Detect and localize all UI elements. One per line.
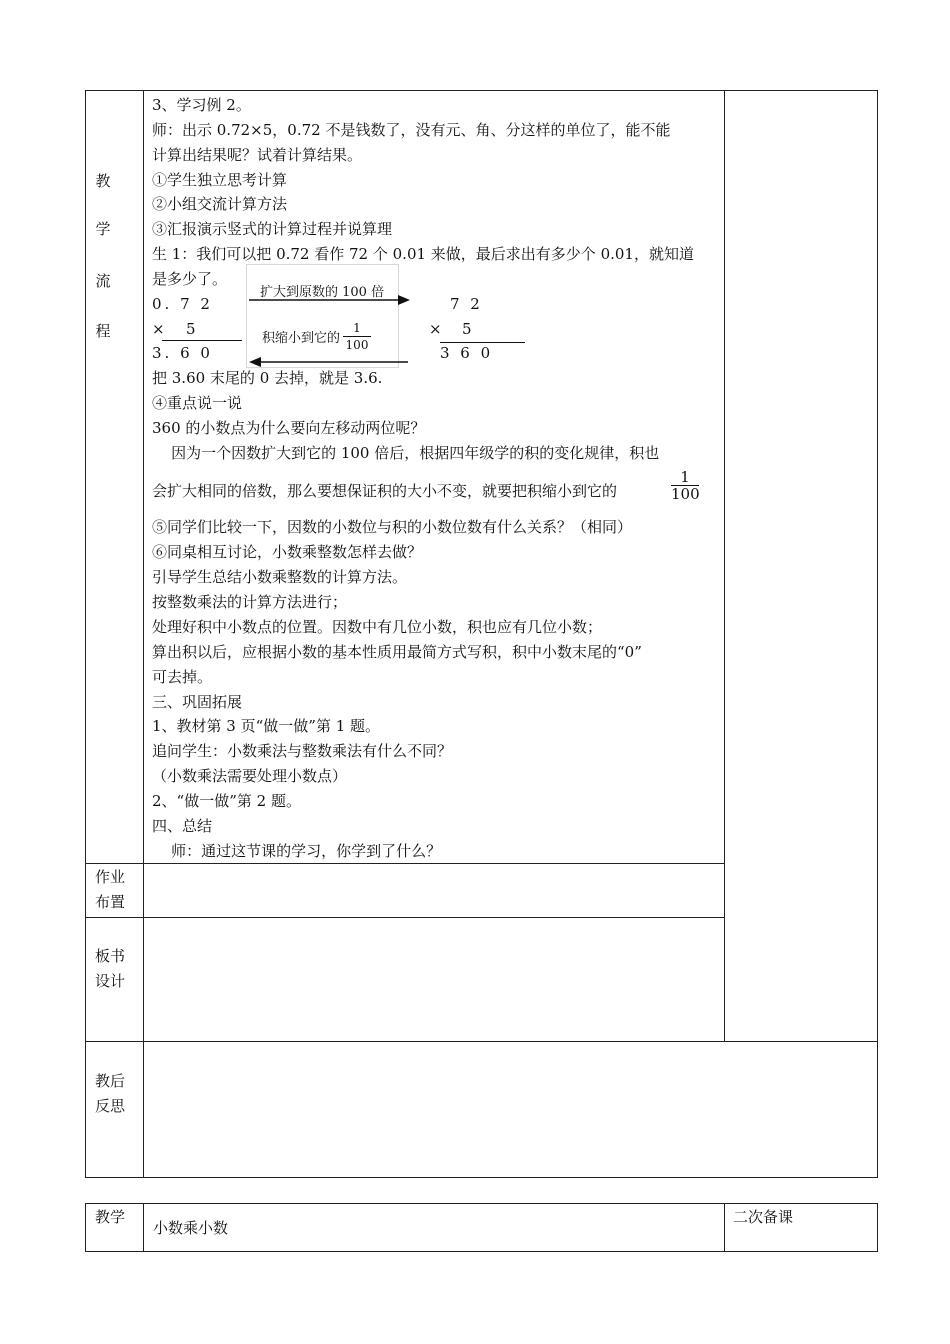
content-line: 按整数乘法的计算方法进行； [152,593,348,611]
content-line: 师：出示 0.72×5，0.72 不是钱数了，没有元、角、分这样的单位了，能不能 [152,121,671,139]
arrow-top-label: 扩大到原数的 100 倍 [260,285,385,300]
content-line: 是多少了。 [152,270,228,288]
process-label-4: 程 [95,322,111,340]
board-label-2: 设计 [95,972,126,990]
content-line: 四、总结 [152,817,213,835]
row-divider-reflection [85,1041,878,1042]
inline-frac-num: 1 [680,468,690,486]
content-line-fraction: 会扩大相同的倍数，那么要想保证积的大小不变，就要把积缩小到它的 [152,482,618,500]
content-line: 2、“做一做”第 2 题。 [152,792,301,810]
content-line: 因为一个因数扩大到它的 100 倍后，根据四年级学的积的变化规律，积也 [152,444,660,462]
content-line: ⑥同桌相互讨论，小数乘整数怎样去做？ [152,543,423,561]
calc-left-mult: 5 [186,320,196,338]
content-line: ④重点说一说 [152,394,243,412]
inline-fraction [671,470,699,501]
content-line: 计算出结果呢？试着计算结果。 [152,146,363,164]
row-divider-homework [85,863,725,864]
calc-left-op: × [152,320,165,338]
homework-label-1: 作业 [95,868,126,886]
next-label-divider [143,1203,144,1252]
calc-right-mult: 5 [462,320,472,338]
arrow-box [246,264,399,368]
calc-right-result: 3 6 0 [440,344,494,362]
arrow-right-icon [247,293,412,307]
second-prep-label: 二次备课 [733,1208,794,1226]
content-line: 把 3.60 末尾的 0 去掉，就是 3.6. [152,369,383,387]
next-lesson-label: 教学 [95,1208,126,1226]
content-line: 引导学生总结小数乘整数的计算方法。 [152,568,408,586]
process-label-2: 学 [95,220,111,238]
next-notes-divider [724,1203,725,1252]
arrow-frac-num: 1 [353,321,361,335]
content-line: 生 1：我们可以把 0.72 看作 72 个 0.01 来做，最后求出有多少个 0.01，就知道 [152,245,694,263]
content-line: ⑤同学们比较一下，因数的小数位与积的小数位数有什么关系？（相同） [152,518,633,536]
content-line: 处理好积中小数点的位置。因数中有几位小数，积也应有几位小数； [152,618,603,636]
calc-left-result: 3. 6 0 [152,344,213,362]
content-line: 追问学生：小数乘法与整数乘法有什么不同？ [152,742,453,760]
calc-right-op: × [429,320,442,338]
inline-frac-den: 100 [671,485,700,503]
content-line: 360 的小数点为什么要向左移动两位呢？ [152,419,426,437]
content-line: 可去掉。 [152,668,213,686]
homework-label-2: 布置 [95,893,126,911]
content-line: 3、学习例 2。 [152,96,251,114]
calc-right-top: 7 2 [450,295,483,313]
reflection-label-2: 反思 [95,1097,126,1115]
content-line: 师：通过这节课的学习，你学到了什么？ [152,842,442,860]
calc-left-top: 0. 7 2 [152,295,213,313]
content-line: 1、教材第 3 页“做一做”第 1 题。 [152,717,381,735]
content-line: ③汇报演示竖式的计算过程并说算理 [152,220,393,238]
arrow-left-icon [248,355,410,369]
row-divider-board [85,917,725,918]
content-line: （小数乘法需要处理小数点） [152,767,348,785]
reflection-label-1: 教后 [95,1072,126,1090]
notes-column-divider [724,90,725,1042]
calc-left-rule [162,340,242,341]
process-label-3: 流 [95,272,111,290]
board-label-1: 板书 [95,947,126,965]
arrow-bottom-label: 积缩小到它的 [262,331,341,346]
content-line: 算出积以后，应根据小数的基本性质用最简方式写积，积中小数末尾的“0” [152,643,642,661]
content-line: ①学生独立思考计算 [152,171,288,189]
content-line: 三、巩固拓展 [152,693,243,711]
next-lesson-title: 小数乘小数 [153,1219,229,1237]
label-column-divider [143,90,144,1178]
content-line: ②小组交流计算方法 [152,195,288,213]
process-label-1: 教 [95,172,111,190]
arrow-frac-den: 100 [345,338,369,352]
arrow-bottom-fraction [343,321,371,352]
